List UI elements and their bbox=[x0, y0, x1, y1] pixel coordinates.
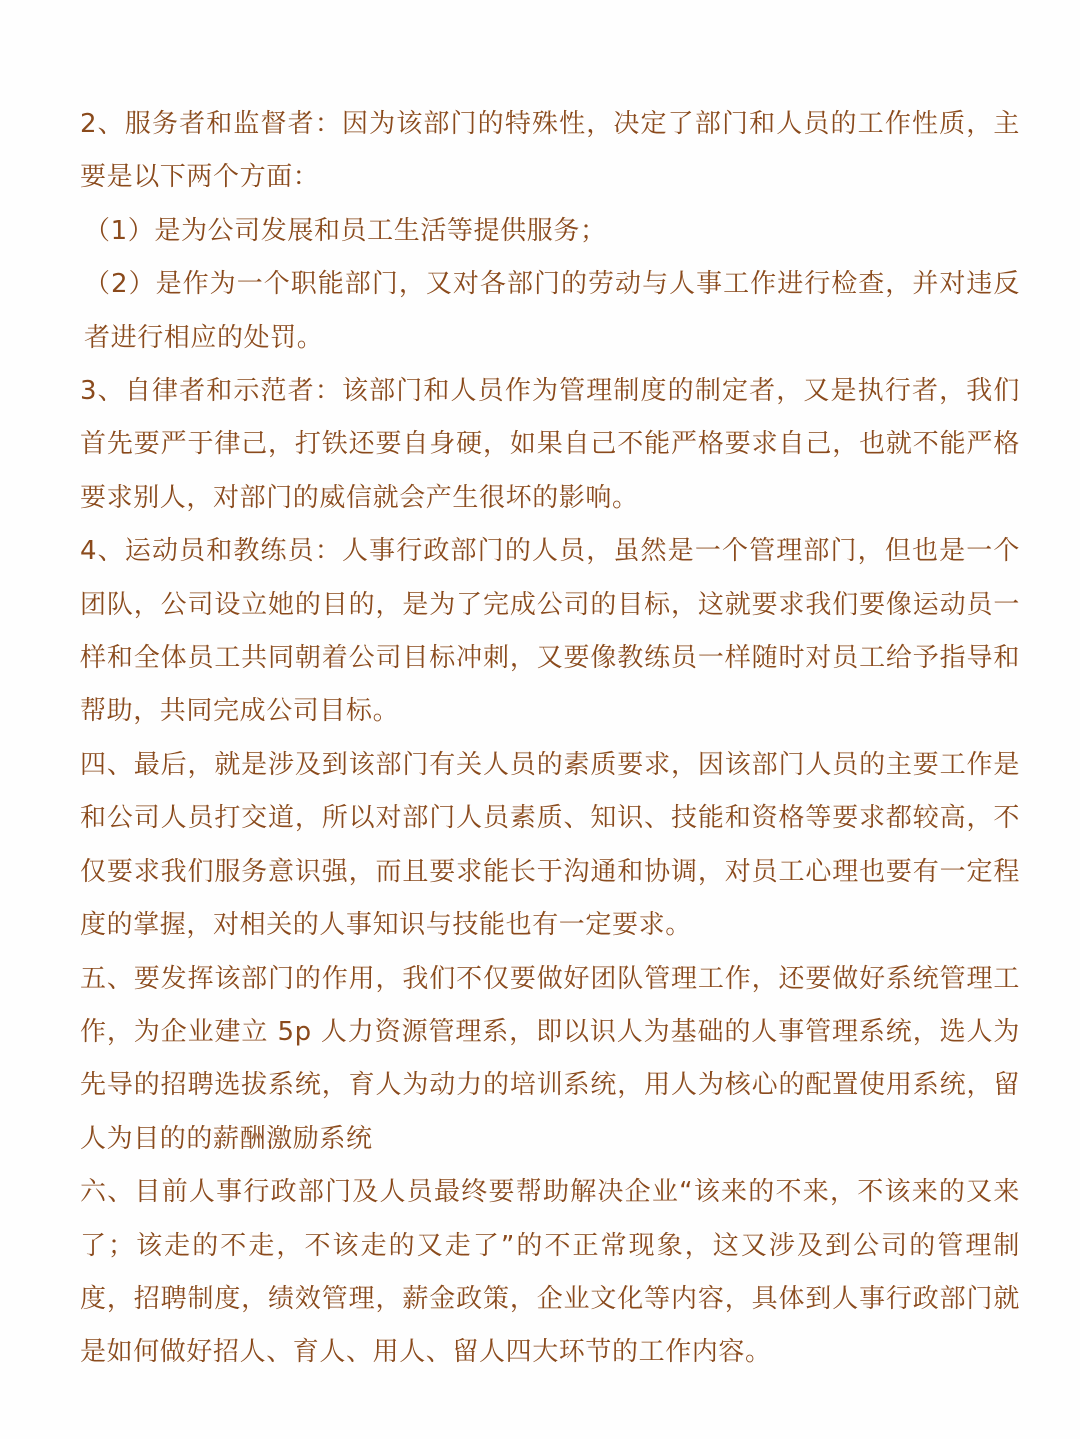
paragraph-role-self-discipline: 3、自律者和示范者：该部门和人员作为管理制度的制定者，又是执行者，我们首先要严于律己，打铁还要自身硬，如果自己不能严格要求自己，也就不能严格要求别人，对部门的威信就会产生很坏的影响。 bbox=[80, 376, 1020, 513]
paragraph-item-1: （1）是为公司发展和员工生活等提供服务； bbox=[84, 215, 607, 246]
paragraph-role-service-supervision: 2、服务者和监督者：因为该部门的特殊性，决定了部门和人员的工作性质，主要是以下两个方面： bbox=[80, 109, 1020, 193]
paragraph-item-2: （2）是作为一个职能部门，又对各部门的劳动与人事工作进行检查，并对违反者进行相应的处罚。 bbox=[84, 269, 1020, 353]
paragraph-section-five: 五、要发挥该部门的作用，我们不仅要做好团队管理工作，还要做好系统管理工作，为企业建立 5p 人力资源管理系，即以识人为基础的人事管理系统，选人为先导的招聘选拔系统，育人为动力的培训系统，用人为核心的配置使用系统，留人为目的的薪酬激励系统 bbox=[80, 963, 1020, 1154]
paragraph-role-athlete-coach: 4、运动员和教练员：人事行政部门的人员，虽然是一个管理部门，但也是一个团队，公司设立她的目的，是为了完成公司的目标，这就要求我们要像运动员一样和全体员工共同朝着公司目标冲刺，又要像教练员一样随时对员工给予指导和帮助，共同完成公司目标。 bbox=[80, 536, 1020, 727]
document-body bbox=[80, 98, 1020, 1380]
paragraph-section-four: 四、最后，就是涉及到该部门有关人员的素质要求，因该部门人员的主要工作是和公司人员打交道，所以对部门人员素质、知识、技能和资格等要求都较高，不仅要求我们服务意识强，而且要求能长于沟通和协调，对员工心理也要有一定程度的掌握，对相关的人事知识与技能也有一定要求。 bbox=[80, 749, 1020, 941]
paragraph-section-six: 六、目前人事行政部门及人员最终要帮助解决企业“该来的不来，不该来的又来了；该走的不走，不该走的又走了”的不正常现象，这又涉及到公司的管理制度，招聘制度，绩效管理，薪金政策，企业文化等内容，具体到人事行政部门就是如何做好招人、育人、用人、留人四大环节的工作内容。 bbox=[80, 1177, 1020, 1368]
